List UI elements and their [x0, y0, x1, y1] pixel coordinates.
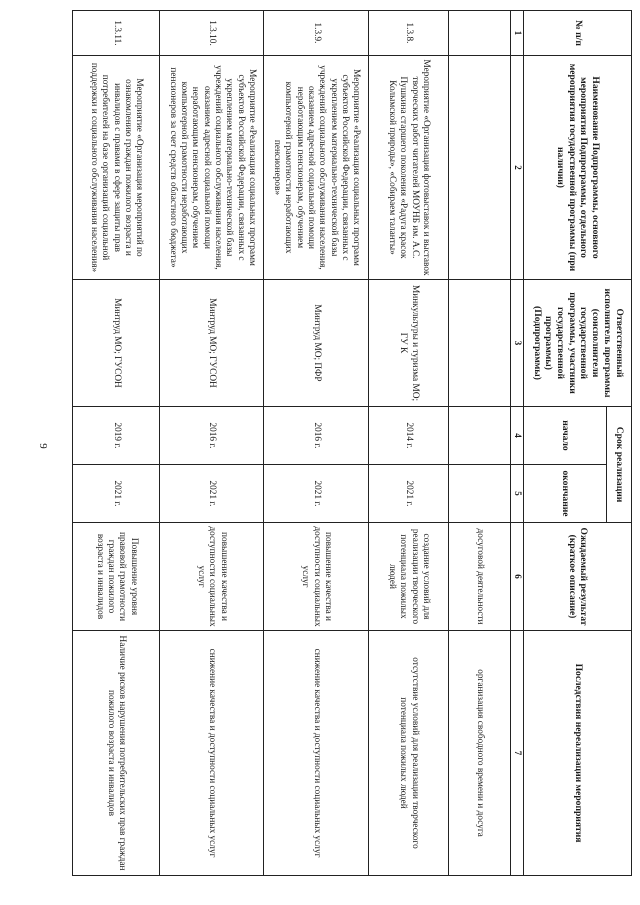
- table-row: [368, 11, 448, 876]
- table-row: [73, 11, 160, 876]
- column-number: 1: [511, 11, 524, 56]
- continuation-result: досуговой деятельности: [448, 523, 510, 631]
- column-number: 6: [511, 523, 524, 631]
- continuation-consequence: организация свободного времени и досуга: [448, 631, 510, 876]
- row-result: повышение качества и доступности социальных услуг: [159, 523, 264, 631]
- column-number: 2: [511, 56, 524, 280]
- page-number: 9: [36, 443, 49, 449]
- row-name: Мероприятие «Реализация социальных программ субъектов Российской Федерации, связанных с укреплением материально-технической базы учреждений социального обслуживания населения, оказанием адресной социальной помощи неработающим пенсионерам, обучением компьютерной грамотности неработающих пенсионеров»: [264, 56, 368, 280]
- row-consequence: отсутствие условий для реализации творческого потенциала пожилых людей: [368, 631, 448, 876]
- header-period: Срок реализации: [606, 407, 631, 523]
- table-row: [159, 11, 264, 876]
- row-end: 2021 г.: [368, 465, 448, 523]
- row-consequence: Наличие рисков нарушения потребительских прав граждан пожилого возраста и инвалидов: [73, 631, 160, 876]
- column-number: 3: [511, 280, 524, 407]
- row-number: 1.3.10.: [159, 11, 264, 56]
- column-number: 7: [511, 631, 524, 876]
- row-end: 2021 г.: [159, 465, 264, 523]
- continuation-row: [448, 11, 510, 876]
- row-name: Мероприятие «Организация фотовыставок и выставок творческих работ читателей МОУНБ им. А.С. Пушкина старшего поколения «Радуга красок Колымской природы», «Собираем таланты»: [368, 56, 448, 280]
- column-number: 5: [511, 465, 524, 523]
- header-start: начало: [524, 407, 606, 465]
- column-number-row: [511, 11, 524, 876]
- row-executor: Минтруд МО; ПФР: [264, 280, 368, 407]
- row-result: повышение качества и доступности социальных услуг: [264, 523, 368, 631]
- header-consequence: Последствия нереализации мероприятия: [524, 631, 632, 876]
- row-number: 1.3.8.: [368, 11, 448, 56]
- row-name: Мероприятие «Реализация социальных программ субъектов Российской Федерации, связанных с укреплением материально-технической базы учреждений социального обслуживания населения, оказанием адресной социальной помощи неработающим пенсионерам, обучением компьютерной грамотности неработающих пенсионеров за счет средств областного бюджета»: [159, 56, 264, 280]
- row-consequence: снижение качества и доступности социальных услуг: [264, 631, 368, 876]
- header-end: окончание: [524, 465, 606, 523]
- program-activities-table: [72, 10, 632, 876]
- row-start: 2019 г.: [73, 407, 160, 465]
- row-executor: Минтруд МО; ГУСОН: [73, 280, 160, 407]
- row-result: Повышение уровня правовой грамотности граждан пожилого возраста и инвалидов: [73, 523, 160, 631]
- row-executor: Минкультуры и туризма МО; ГУ К: [368, 280, 448, 407]
- row-executor: Минтруд МО; ГУСОН: [159, 280, 264, 407]
- row-number: 1.3.9.: [264, 11, 368, 56]
- row-name: Мероприятие «Организация мероприятий по ознакомлению граждан пожилого возраста и инвалидов с правами в сфере защиты прав потребителей на базе организаций социальной поддержки и социального обслуживания населения»: [73, 56, 160, 280]
- table-row: [264, 11, 368, 876]
- row-start: 2014 г.: [368, 407, 448, 465]
- row-end: 2021 г.: [73, 465, 160, 523]
- row-end: 2021 г.: [264, 465, 368, 523]
- column-number: 4: [511, 407, 524, 465]
- row-number: 1.3.11.: [73, 11, 160, 56]
- header-name: Наименование Подпрограммы, основного мероприятия Подпрограммы, отдельного мероприятия государственной программы (при наличии): [524, 56, 632, 280]
- row-start: 2016 г.: [264, 407, 368, 465]
- table-header-row: [606, 11, 631, 876]
- header-executor: Ответственный исполнитель программы (соисполнители государственной программы, участники государственной программы) (Подпрограммы): [524, 280, 632, 407]
- row-consequence: снижение качества и доступности социальных услуг: [159, 631, 264, 876]
- row-start: 2016 г.: [159, 407, 264, 465]
- header-num: № п/п: [524, 11, 632, 56]
- header-result: Ожидаемый результат (краткое описание): [524, 523, 632, 631]
- row-result: создание условий для реализации творческого потенциала пожилых людей: [368, 523, 448, 631]
- rotated-table-sheet: [72, 10, 632, 875]
